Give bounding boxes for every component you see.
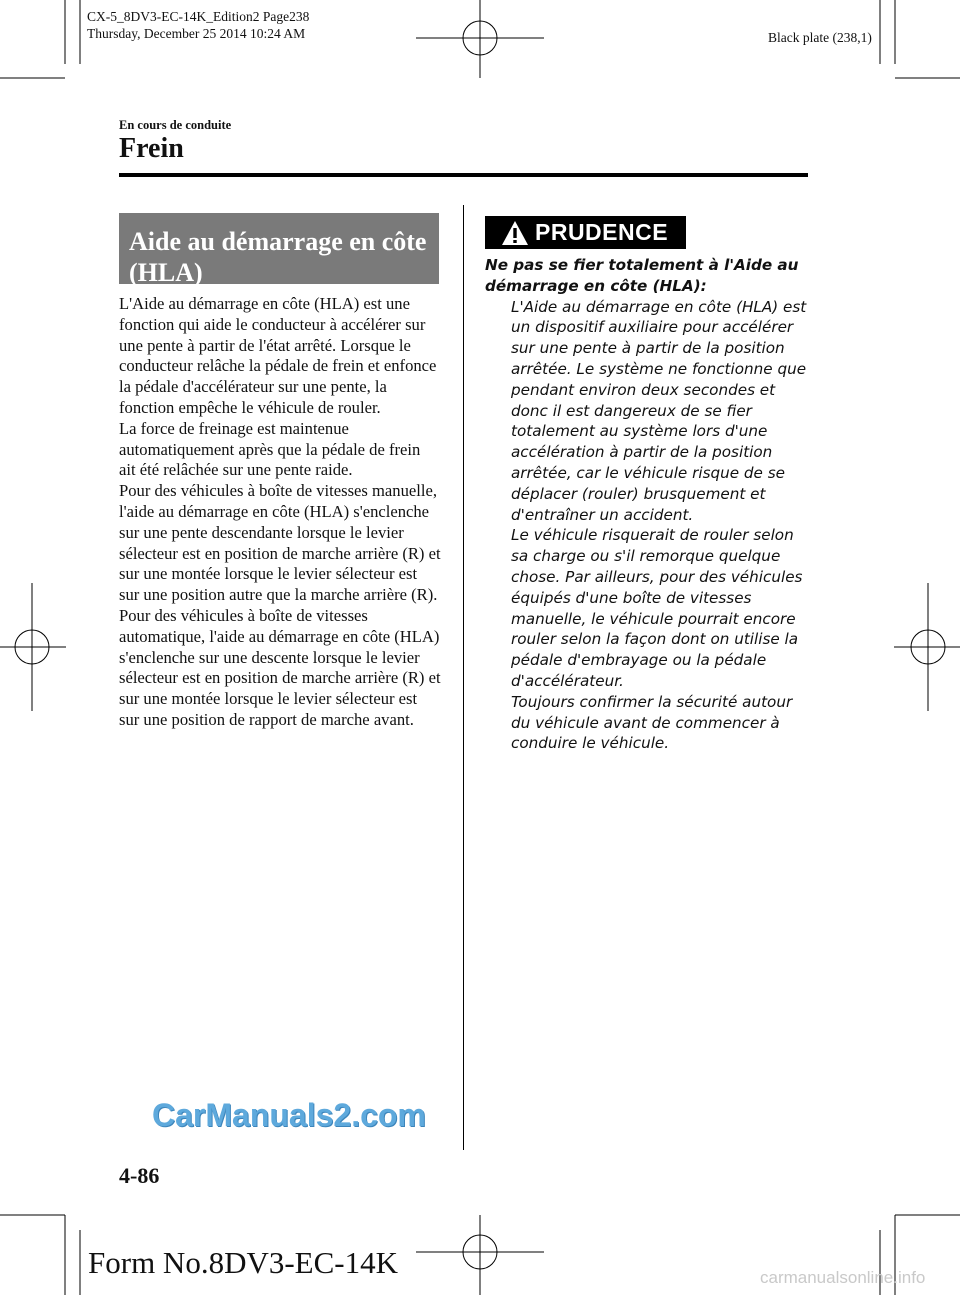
form-number: Form No.8DV3-EC-14K <box>88 1245 398 1280</box>
crosshair-left <box>0 583 66 711</box>
watermark-site: carmanualsonline.info <box>760 1268 926 1287</box>
body-paragraph: Pour des véhicules à boîte de vitesses automatique, l'aide au démarrage en côte (HLA) s'enclenche sur une descente lorsque le levier sélecteur est en position de marche arrière (R) et sur une montée lorsque le levier sélecteur est sur une position de rapport de marche avant. <box>119 605 441 729</box>
section-body <box>119 294 441 731</box>
section-label: En cours de conduite <box>119 118 232 132</box>
section-heading-line2: (HLA) <box>129 258 203 287</box>
body-paragraph: L'Aide au démarrage en côte (HLA) est une fonction qui aide le conducteur à accélérer sur une pente à partir de l'état arrêté. Lorsque le conducteur relâche la pédale de frein et enfonce la pédale d'accélérateur sur une pente, la fonction empêche le véhicule de rouler. <box>119 294 437 417</box>
print-job-file: CX-5_8DV3-EC-14K_Edition2 Page238 <box>87 9 310 24</box>
column-divider <box>463 205 464 1150</box>
body-paragraph: La force de freinage est maintenue automatiquement après que la pédale de frein ait été relâchée sur une pente raide. <box>119 418 421 480</box>
caution-banner <box>485 216 686 249</box>
caution-label: PRUDENCE <box>535 219 669 245</box>
crosshair-right <box>894 583 960 711</box>
print-job-date: Thursday, December 25 2014 10:24 AM <box>87 26 306 41</box>
page-number: 4-86 <box>119 1163 160 1188</box>
section-heading <box>119 213 439 287</box>
section-heading-line1: Aide au démarrage en côte <box>129 227 427 256</box>
caution-paragraph: Le véhicule risquerait de rouler selon sa charge ou s'il remorque quelque chose. Par ailleurs, pour des véhicules équipés d'une boîte de vitesses manuelle, le véhicule pourrait encore rouler selon la façon dont on utilise la pédale d'embrayage ou la pédale d'accélérateur. <box>511 526 803 690</box>
caution-text <box>485 255 815 754</box>
crosshair-top <box>416 0 544 78</box>
header-rule <box>119 173 808 177</box>
warning-exclamation-icon <box>501 220 529 246</box>
body-paragraph: Pour des véhicules à boîte de vitesses manuelle, l'aide au démarrage en côte (HLA) s'enclenche sur une pente descendante lorsque le levier sélecteur est en position de marche arrière (R) et sur une montée lorsque le levier sélecteur est sur une position autre que la marche arrière (R). <box>119 481 441 605</box>
caution-paragraph: Toujours confirmer la sécurité autour du véhicule avant de commencer à conduire le véhicule. <box>511 692 793 753</box>
caution-body <box>485 297 815 755</box>
watermark-logo: CarManuals2.com <box>152 1097 426 1133</box>
plate-label: Black plate (238,1) <box>768 30 872 45</box>
print-job-info <box>87 8 309 42</box>
caution-paragraph: L'Aide au démarrage en côte (HLA) est un dispositif auxiliaire pour accélérer sur une pente à partir de la position arrêtée. Le système ne fonctionne que pendant environ deux secondes et donc il est dangereux de se fier totalement au système lors d'une accélération à partir de la position arrêtée, car le véhicule risque de se déplacer (rouler) brusquement et d'entraîner un accident. <box>511 297 807 524</box>
chapter-title: Frein <box>119 133 184 164</box>
crosshair-bottom <box>416 1215 544 1295</box>
caution-lead: Ne pas se fier totalement à l'Aide au démarrage en côte (HLA): <box>485 256 799 295</box>
